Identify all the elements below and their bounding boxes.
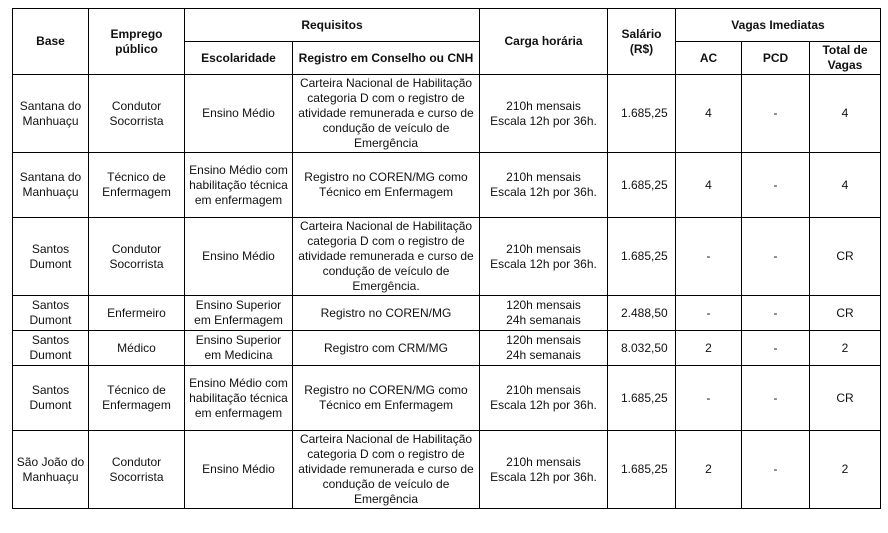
base-line1: São João do: [16, 454, 85, 469]
cell-base: [13, 366, 89, 431]
carga-line1: 210h mensais: [506, 241, 581, 256]
header-base: Base: [13, 9, 89, 75]
carga-line2: Escala 12h por 36h.: [490, 256, 597, 271]
emprego-line2: Socorrista: [109, 113, 164, 128]
base-line1: Santana do: [19, 170, 82, 184]
header-requisitos: Requisitos: [185, 9, 480, 42]
cell-base: [13, 75, 89, 153]
emprego-line2: Socorrista: [109, 256, 164, 271]
cell-registro: Registro com CRM/MG: [293, 331, 480, 366]
cell-base: [13, 296, 89, 331]
carga-line1: 210h mensais: [506, 98, 581, 113]
carga-line2: Escala 12h por 36h.: [490, 113, 597, 128]
base-line2: Manhuaçu: [22, 469, 79, 484]
base-line2: Dumont: [29, 313, 72, 327]
cell-escolaridade: Ensino Médio com habilitação técnica em enfermagem: [185, 153, 293, 218]
header-salario-l1: Salário: [621, 26, 662, 41]
cell-salario: 8.032,50: [608, 331, 676, 366]
cell-carga: [480, 218, 608, 296]
table-row: [13, 218, 881, 296]
header-ac: AC: [676, 42, 742, 75]
cell-ac: -: [676, 366, 742, 431]
cell-registro: Carteira Nacional de Habilitação categoria D com o registro de atividade remunerada e curso de condução de veículo de Emergência: [293, 431, 480, 509]
cell-pcd: -: [742, 75, 810, 153]
cell-emprego: Médico: [89, 331, 185, 366]
cell-salario: 1.685,25: [608, 366, 676, 431]
cell-emprego: [89, 431, 185, 509]
cell-carga: [480, 366, 608, 431]
cell-escolaridade: Ensino Médio: [185, 218, 293, 296]
cell-emprego: [89, 366, 185, 431]
base-line1: Santos: [31, 298, 70, 312]
cell-ac: 4: [676, 75, 742, 153]
carga-line2: 24h semanais: [506, 348, 581, 362]
cell-escolaridade: Ensino Médio: [185, 431, 293, 509]
base-line1: Santos: [31, 333, 70, 347]
header-emprego: Emprego público: [89, 9, 185, 75]
cell-pcd: -: [742, 331, 810, 366]
table-row: [13, 75, 881, 153]
base-line2: Manhuaçu: [22, 113, 79, 128]
cell-salario: 1.685,25: [608, 431, 676, 509]
cell-registro: Registro no COREN/MG como Técnico em Enfermagem: [293, 153, 480, 218]
cell-base: [13, 218, 89, 296]
header-pcd: PCD: [742, 42, 810, 75]
cell-pcd: -: [742, 153, 810, 218]
carga-line2: Escala 12h por 36h.: [490, 185, 597, 199]
cell-carga: [480, 331, 608, 366]
cell-pcd: -: [742, 296, 810, 331]
cell-total: 4: [810, 153, 881, 218]
base-line2: Dumont: [29, 348, 72, 362]
emprego-line1: Condutor: [111, 454, 162, 469]
header-vagas: Vagas Imediatas: [676, 9, 881, 42]
cell-ac: 2: [676, 431, 742, 509]
cell-pcd: -: [742, 366, 810, 431]
cell-carga: [480, 431, 608, 509]
base-line2: Dumont: [29, 256, 72, 271]
cell-carga: [480, 153, 608, 218]
base-line2: Manhuaçu: [22, 185, 79, 199]
table-row: [13, 296, 881, 331]
header-salario-l2: (R$): [629, 41, 654, 56]
cell-total: CR: [810, 366, 881, 431]
cell-ac: 4: [676, 153, 742, 218]
header-registro: Registro em Conselho ou CNH: [293, 42, 480, 75]
cell-carga: [480, 75, 608, 153]
base-line1: Santos: [31, 383, 70, 397]
carga-line1: 210h mensais: [506, 170, 581, 184]
table-row: [13, 331, 881, 366]
emprego-line1: Técnico de: [107, 170, 166, 184]
cell-emprego: [89, 218, 185, 296]
carga-line2: 24h semanais: [506, 313, 581, 327]
cell-total: CR: [810, 296, 881, 331]
cell-salario: 2.488,50: [608, 296, 676, 331]
cell-ac: 2: [676, 331, 742, 366]
header-carga: Carga horária: [480, 9, 608, 75]
cell-salario: 1.685,25: [608, 153, 676, 218]
header-escolaridade: Escolaridade: [185, 42, 293, 75]
base-line1: Santos: [31, 241, 70, 256]
cell-pcd: -: [742, 218, 810, 296]
cell-total: 4: [810, 75, 881, 153]
base-line1: Santana do: [19, 98, 82, 113]
emprego-line2: Enfermagem: [102, 398, 171, 412]
cell-base: [13, 153, 89, 218]
emprego-line1: Técnico de: [107, 383, 166, 397]
table-row: [13, 366, 881, 431]
cell-emprego: [89, 75, 185, 153]
cell-base: [13, 331, 89, 366]
carga-line1: 120h mensais: [506, 333, 581, 347]
cell-salario: 1.685,25: [608, 75, 676, 153]
cell-total: 2: [810, 431, 881, 509]
cell-emprego: Enfermeiro: [89, 296, 185, 331]
cell-total: CR: [810, 218, 881, 296]
emprego-line2: Enfermagem: [102, 185, 171, 199]
header-salario: [608, 9, 676, 75]
cell-registro: Registro no COREN/MG como Técnico em Enfermagem: [293, 366, 480, 431]
cell-ac: -: [676, 218, 742, 296]
carga-line1: 120h mensais: [506, 298, 581, 312]
carga-line1: 210h mensais: [506, 454, 581, 469]
cell-escolaridade: Ensino Médio com habilitação técnica em enfermagem: [185, 366, 293, 431]
emprego-line1: Condutor: [111, 98, 162, 113]
vagas-table: [12, 8, 881, 509]
cell-registro: Carteira Nacional de Habilitação categoria D com o registro de atividade remunerada e curso de condução de veículo de Emergência: [293, 75, 480, 153]
cell-escolaridade: Ensino Superior em Medicina: [185, 331, 293, 366]
emprego-line1: Condutor: [111, 241, 162, 256]
cell-registro: Carteira Nacional de Habilitação categoria D com o registro de atividade remunerada e curso de condução de veículo de Emergência.: [293, 218, 480, 296]
table-row: [13, 153, 881, 218]
header-total: Total de Vagas: [810, 42, 881, 75]
cell-registro: Registro no COREN/MG: [293, 296, 480, 331]
carga-line1: 210h mensais: [506, 383, 581, 397]
table-row: [13, 431, 881, 509]
cell-salario: 1.685,25: [608, 218, 676, 296]
carga-line2: Escala 12h por 36h.: [490, 398, 597, 412]
cell-escolaridade: Ensino Médio: [185, 75, 293, 153]
cell-total: 2: [810, 331, 881, 366]
base-line2: Dumont: [29, 398, 72, 412]
cell-pcd: -: [742, 431, 810, 509]
cell-emprego: [89, 153, 185, 218]
cell-escolaridade: Ensino Superior em Enfermagem: [185, 296, 293, 331]
cell-carga: [480, 296, 608, 331]
cell-base: [13, 431, 89, 509]
emprego-line2: Socorrista: [109, 469, 164, 484]
cell-ac: -: [676, 296, 742, 331]
carga-line2: Escala 12h por 36h.: [490, 469, 597, 484]
